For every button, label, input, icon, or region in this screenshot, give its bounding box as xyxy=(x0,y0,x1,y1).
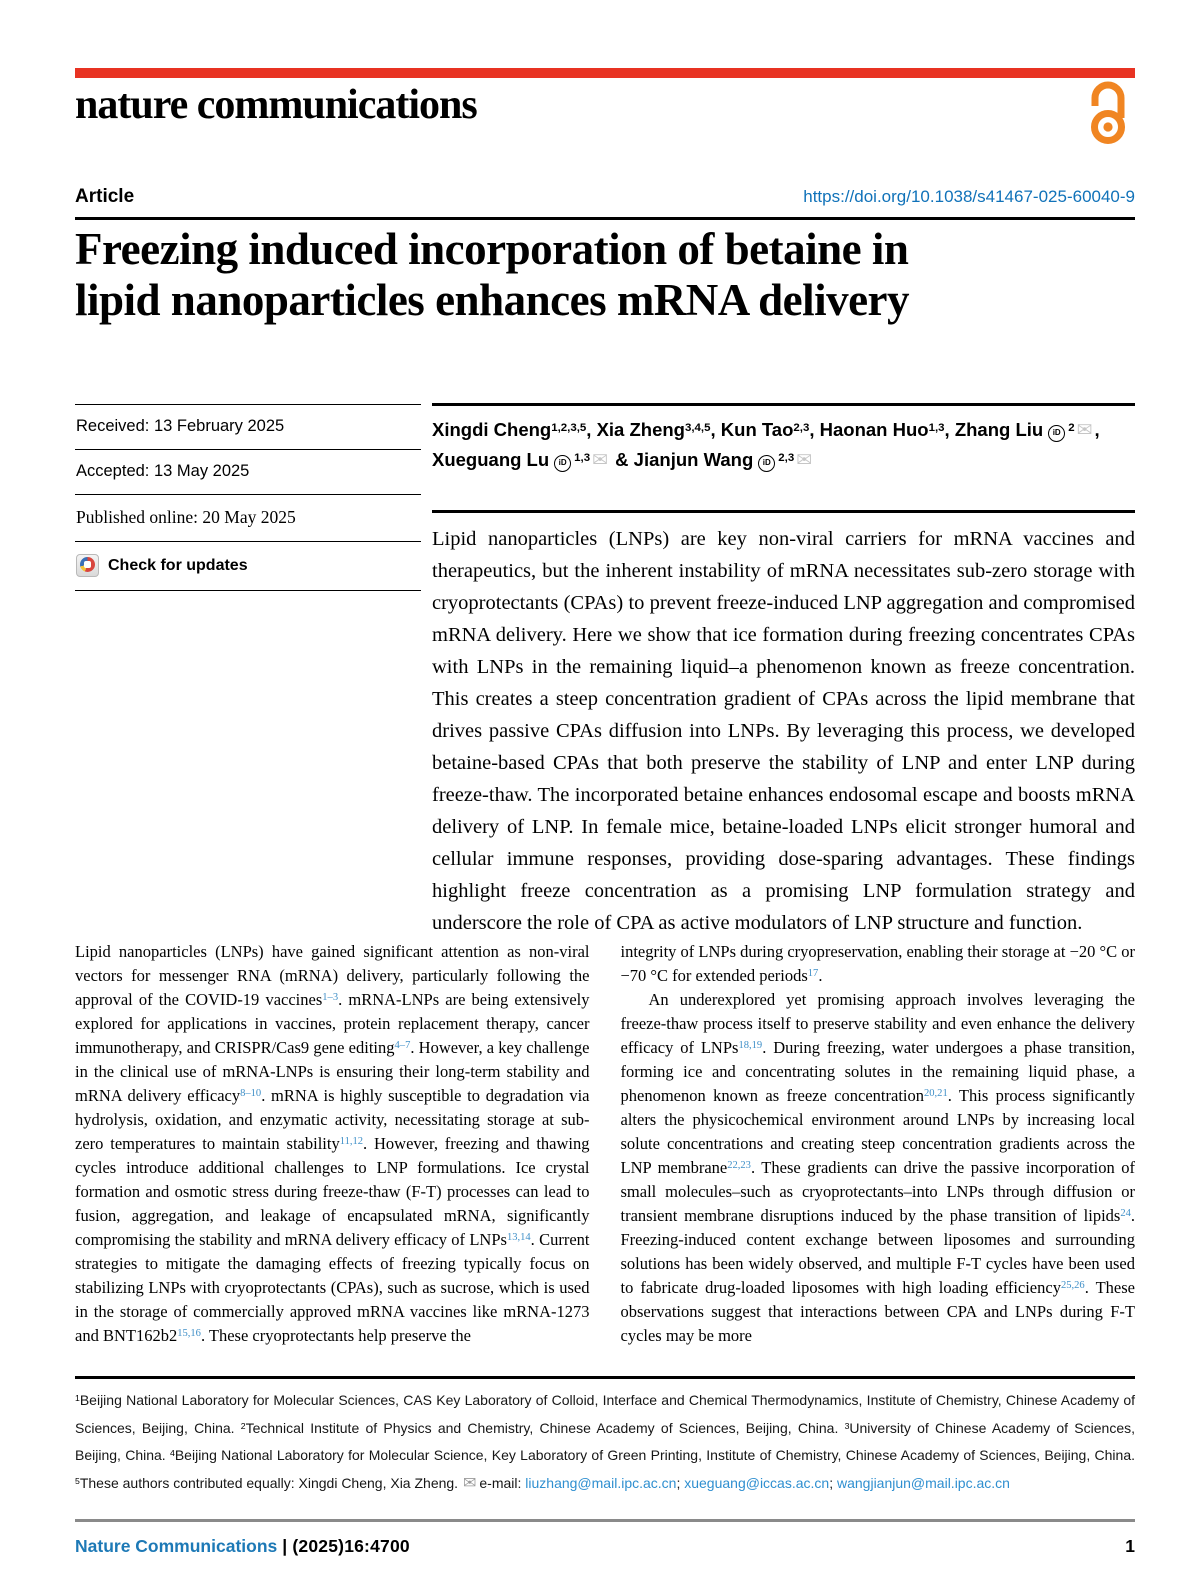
affiliation-superscript: 1 xyxy=(75,1393,80,1404)
orcid-icon: iD xyxy=(758,455,775,472)
email-link[interactable]: liuzhang@mail.ipc.ac.cn xyxy=(525,1474,677,1491)
reference-superscript[interactable]: 22,23 xyxy=(727,1160,751,1172)
page-footer xyxy=(75,1536,1135,1557)
reference-superscript[interactable]: 18,19 xyxy=(738,1040,763,1052)
body-paragraph: An underexplored yet promising approach involves leveraging the freeze-thaw process itself to preserve stability and even enhance the delivery efficacy of LNPs$^{18,19}$. During freezing, water undergoes a phase transition, forming ice and concentrating solutes in the remaining liquid phase, a phenomenon known as freeze concentration$^{20,21}$. This process significantly alters the physicochemical environment around LNPs by increasing local solute concentrations and creating steep concentration gradients across the LNP membrane$^{22,23}$. These gradients can drive the passive incorporation of small molecules–such as cryoprotectants–into LNPs through diffusion or transient membrane disruptions induced by the phase transition of lipids$^{24}$. Freezing-induced content exchange between liposomes and surrounding solutions has been widely observed, and multiple F-T cycles have been used to fabricate drug-loaded liposomes with high loading efficiency$^{25,26}$. These observations suggest that interactions between CPA and LNPs during F-T cycles may be more xyxy=(620,990,1135,1345)
check-for-updates-button[interactable] xyxy=(75,541,421,590)
history-panel xyxy=(75,404,421,591)
email-link[interactable]: wangjianjun@mail.ipc.ac.cn xyxy=(836,1474,1010,1491)
affiliation-superscript: 3,4,5 xyxy=(684,422,711,435)
reference-superscript[interactable]: 17 xyxy=(807,968,819,980)
affiliation-superscript: 1,3 xyxy=(574,451,591,464)
check-for-updates-label: Check for updates xyxy=(108,556,248,574)
reference-superscript[interactable]: 8–10 xyxy=(240,1088,262,1100)
body-paragraph: Lipid nanoparticles (LNPs) have gained significant attention as non-viral vectors for messenger RNA (mRNA) delivery, particularly following the approval of the COVID-19 vaccines$^{1-3}$. mRNA-LNPs are being extensively explored for applications in vaccines, protein replacement therapy, cancer immunotherapy, and CRISPR/Cas9 gene editing$^{4-7}$. However, a key challenge in the clinical use of mRNA-LNPs is ensuring their long-term stability and mRNA delivery efficacy$^{8-10}$. mRNA is highly susceptible to degradation via hydrolysis, oxidation, and enzymatic activity, necessitating storage at sub-zero temperatures to maintain stability$^{11,12}$. However, freezing and thawing cycles introduce additional challenges to LNP formulations. Ice crystal formation and osmotic stress during freeze-thaw (F-T) processes can lead to fusion, aggregation, and leakage of encapsulated mRNA, significantly compromising the stability and mRNA delivery efficacy of LNPs$^{13,14}$. Current strategies to mitigate the damaging effects of freezing typically focus on stabilizing LNPs with cryoprotectants (CPAs), such as sucrose, which is used in the storage of commercially approved mRNA vaccines like mRNA-1273 and BNT162b2$^{15,16}$. These cryoprotectants help preserve the xyxy=(75,942,590,1345)
open-access-icon xyxy=(1081,80,1135,148)
doi-link[interactable]: https://doi.org/10.1038/s41467-025-60040-9 xyxy=(803,187,1135,206)
affiliation-superscript: 5 xyxy=(75,1475,80,1486)
accepted-date: Accepted: 13 May 2025 xyxy=(75,449,421,494)
published-date: Published online: 20 May 2025 xyxy=(75,494,421,541)
abstract-text: Lipid nanoparticles (LNPs) are key non-viral carriers for mRNA vaccines and therapeutics, but the inherent instability of mRNA necessitates sub-zero storage with cryoprotectants (CPAs) to prevent freeze-induced LNP aggregation and compromised mRNA delivery. Here we show that ice formation during freezing concentrates CPAs with LNPs in the remaining liquid–a phenomenon known as freeze concentration. This creates a steep concentration gradient of CPAs across the lipid membrane that drives passive CPAs diffusion into LNPs. By leveraging this process, we developed betaine-based CPAs that both preserve the stability of LNP and enter LNP during freeze-thaw. The incorporated betaine enhances endosomal escape and boosts mRNA delivery of LNP. In female mice, betaine-loaded LNPs elicit stronger humoral and cellular immune responses, providing dose-sparing advantages. These findings highlight freeze concentration as a promising LNP formulation strategy and underscore the role of CPA as active modulators of LNP structure and function. xyxy=(432,528,1135,934)
mail-icon[interactable]: ✉ xyxy=(796,449,813,471)
footer-rule xyxy=(75,1519,1135,1522)
affiliation-superscript: 1,2,3,5 xyxy=(551,422,587,435)
orcid-icon: iD xyxy=(1048,425,1065,442)
reference-superscript[interactable]: 20,21 xyxy=(923,1088,948,1100)
affiliation-superscript: 2 xyxy=(1068,422,1075,435)
affiliation-superscript: 2 xyxy=(240,1420,246,1431)
crossmark-icon xyxy=(76,554,99,577)
article-type-label: Article xyxy=(75,186,135,207)
masthead xyxy=(75,84,1135,126)
email-link[interactable]: xueguang@iccas.ac.cn xyxy=(684,1474,830,1491)
body-column-left xyxy=(75,940,590,1348)
footer-citation: | (2025)16:4700 xyxy=(282,1536,410,1556)
affiliation-superscript: 4 xyxy=(170,1448,175,1459)
body-paragraph: integrity of LNPs during cryopreservation, enabling their storage at −20 °C or −70 °C for extended periods$^{17}$. xyxy=(620,942,1135,985)
reference-superscript[interactable]: 4–7 xyxy=(394,1040,411,1052)
mail-icon[interactable]: ✉ xyxy=(592,449,609,471)
affiliations-footnote: $^1$Beijing National Laboratory for Molecular Sciences, CAS Key Laboratory of Colloid, Interface and Chemical Thermodynamics, Institute of Chemistry, Chinese Academy of Sciences, Beijing, China. $^2$Technical Institute of Physics and Chemistry, Chinese Academy of Sciences, Beijing, China. $^3$University of Chinese Academy of Sciences, Beijing, China. $^4$Beijing National Laboratory for Molecular Science, Key Laboratory of Green Printing, Institute of Chemistry, Chinese Academy of Sciences, Beijing, China. $^5$These authors contributed equally: Xingdi Cheng, Xia Zheng. ✉ e-mail: liuzhang@mail.ipc.ac.cn; xueguang@iccas.ac.cn; wangjianjun@mail.ipc.ac.cn xyxy=(75,1392,1136,1492)
article-title-line2: lipid nanoparticles enhances mRNA delivery xyxy=(75,275,910,326)
article-body xyxy=(75,940,1135,1348)
received-date: Received: 13 February 2025 xyxy=(75,404,421,449)
authors-abstract-panel xyxy=(432,403,1135,939)
body-column-right xyxy=(621,940,1136,1348)
journal-logo: nature communications xyxy=(75,82,477,128)
reference-superscript[interactable]: 25,26 xyxy=(1060,1280,1085,1292)
reference-superscript[interactable]: 11,12 xyxy=(339,1136,364,1148)
article-title-line1: Freezing induced incorporation of betaine in xyxy=(75,224,909,274)
mail-icon[interactable]: ✉ xyxy=(462,1474,477,1492)
mail-icon[interactable]: ✉ xyxy=(1076,420,1093,441)
footnote-rule xyxy=(75,1376,1135,1379)
affiliation-superscript: 1,3 xyxy=(928,422,945,435)
reference-superscript[interactable]: 13,14 xyxy=(506,1232,531,1244)
affiliation-superscript: 3 xyxy=(844,1420,850,1431)
header-rule xyxy=(75,217,1135,220)
footer-journal-link[interactable]: Nature Communications xyxy=(75,1536,278,1556)
abstract-rule xyxy=(432,510,1135,513)
author-list: Xingdi Cheng$^{1,2,3,5}$, Xia Zheng$^{3,4,5}$, Kun Tao$^{2,3}$, Haonan Huo$^{1,3}$, Zhang Liu iD $^2$ ✉ , Xueguang Lu iD $^{1,3}$ ✉ & Jianjun Wang iD $^{2,3}$ ✉ xyxy=(432,419,1100,471)
article-title xyxy=(75,224,1135,327)
reference-superscript[interactable]: 15,16 xyxy=(177,1328,201,1340)
reference-superscript[interactable]: 1–3 xyxy=(322,992,339,1004)
affiliation-superscript: 2,3 xyxy=(778,451,795,464)
orcid-icon: iD xyxy=(554,455,571,472)
masthead-red-bar xyxy=(75,68,1135,78)
affiliation-superscript: 2,3 xyxy=(793,422,810,435)
reference-superscript[interactable]: 24 xyxy=(1120,1208,1131,1220)
article-header-row xyxy=(75,186,1135,208)
page-number: 1 xyxy=(1125,1536,1135,1556)
